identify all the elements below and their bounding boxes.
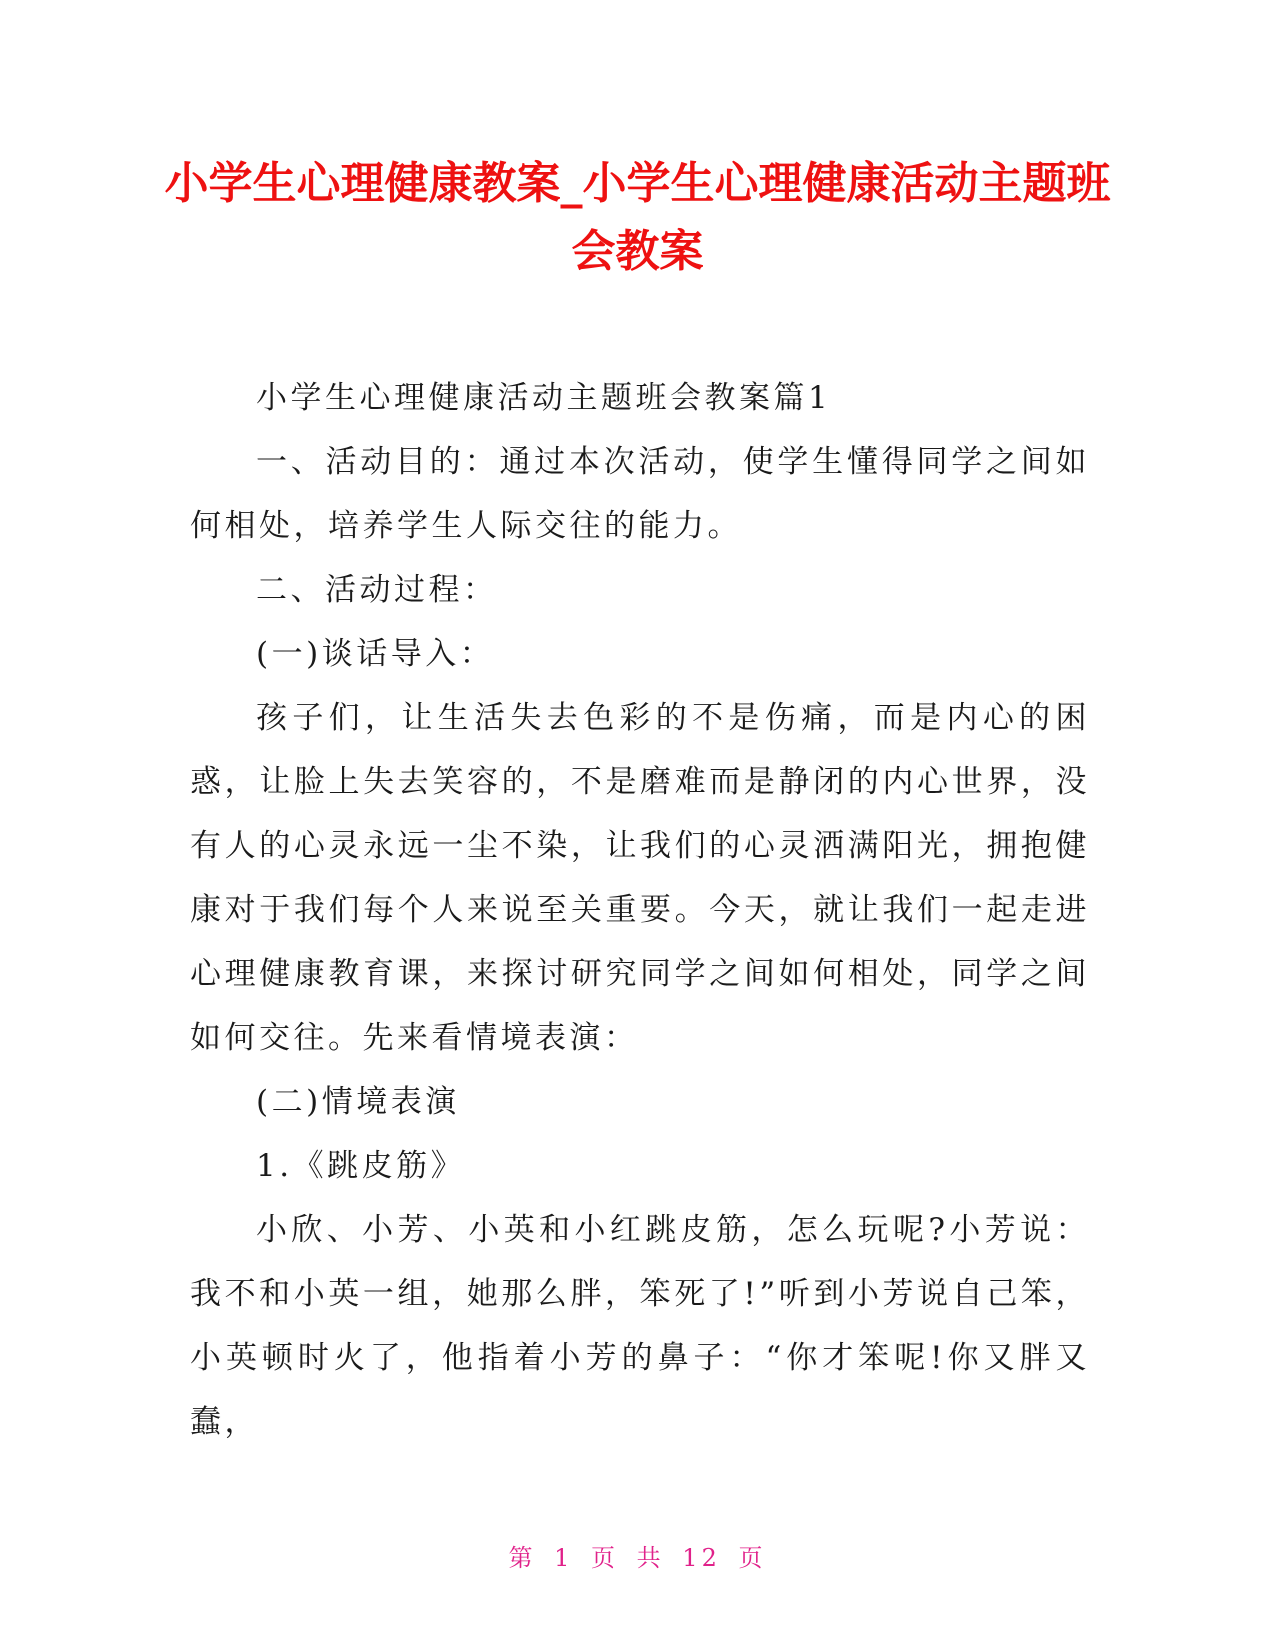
paragraph: 1.《跳皮筋》	[256, 1148, 466, 1184]
paragraph: 小学生心理健康活动主题班会教案篇1	[256, 380, 832, 416]
paragraph: 二、活动过程：	[256, 572, 498, 608]
paragraph: 孩子们，让生活失去色彩的不是伤痛，而是内心的困惑，让脸上失去笑容的，不是磨难而是静闭的内心世界，没有人的心灵永远一尘不染，让我们的心灵洒满阳光，拥抱健康对于我们每个人来说至关重要。今天，就让我们一起走进心理健康教育课，来探讨研究同学之间如何相处，同学之间如何交往。先来看情境表演：	[190, 700, 1090, 1056]
paragraph: (二)情境表演	[256, 1084, 460, 1120]
paragraph: 小欣、小芳、小英和小红跳皮筋，怎么玩呢?小芳说：我不和小英一组，她那么胖，笨死了!”听到小芳说自己笨，小英顿时火了，他指着小芳的鼻子：“你才笨呢!你又胖又蠢，	[190, 1212, 1090, 1440]
page-number-footer: 第 1 页 共 12 页	[508, 1544, 767, 1572]
paragraph: 一、活动目的：通过本次活动，使学生懂得同学之间如何相处，培养学生人际交往的能力。	[190, 444, 1090, 544]
paragraph: (一)谈话导入：	[256, 636, 495, 672]
document-body	[190, 366, 1090, 1454]
document-title: 小学生心理健康教案_小学生心理健康活动主题班会教案	[164, 158, 1111, 277]
